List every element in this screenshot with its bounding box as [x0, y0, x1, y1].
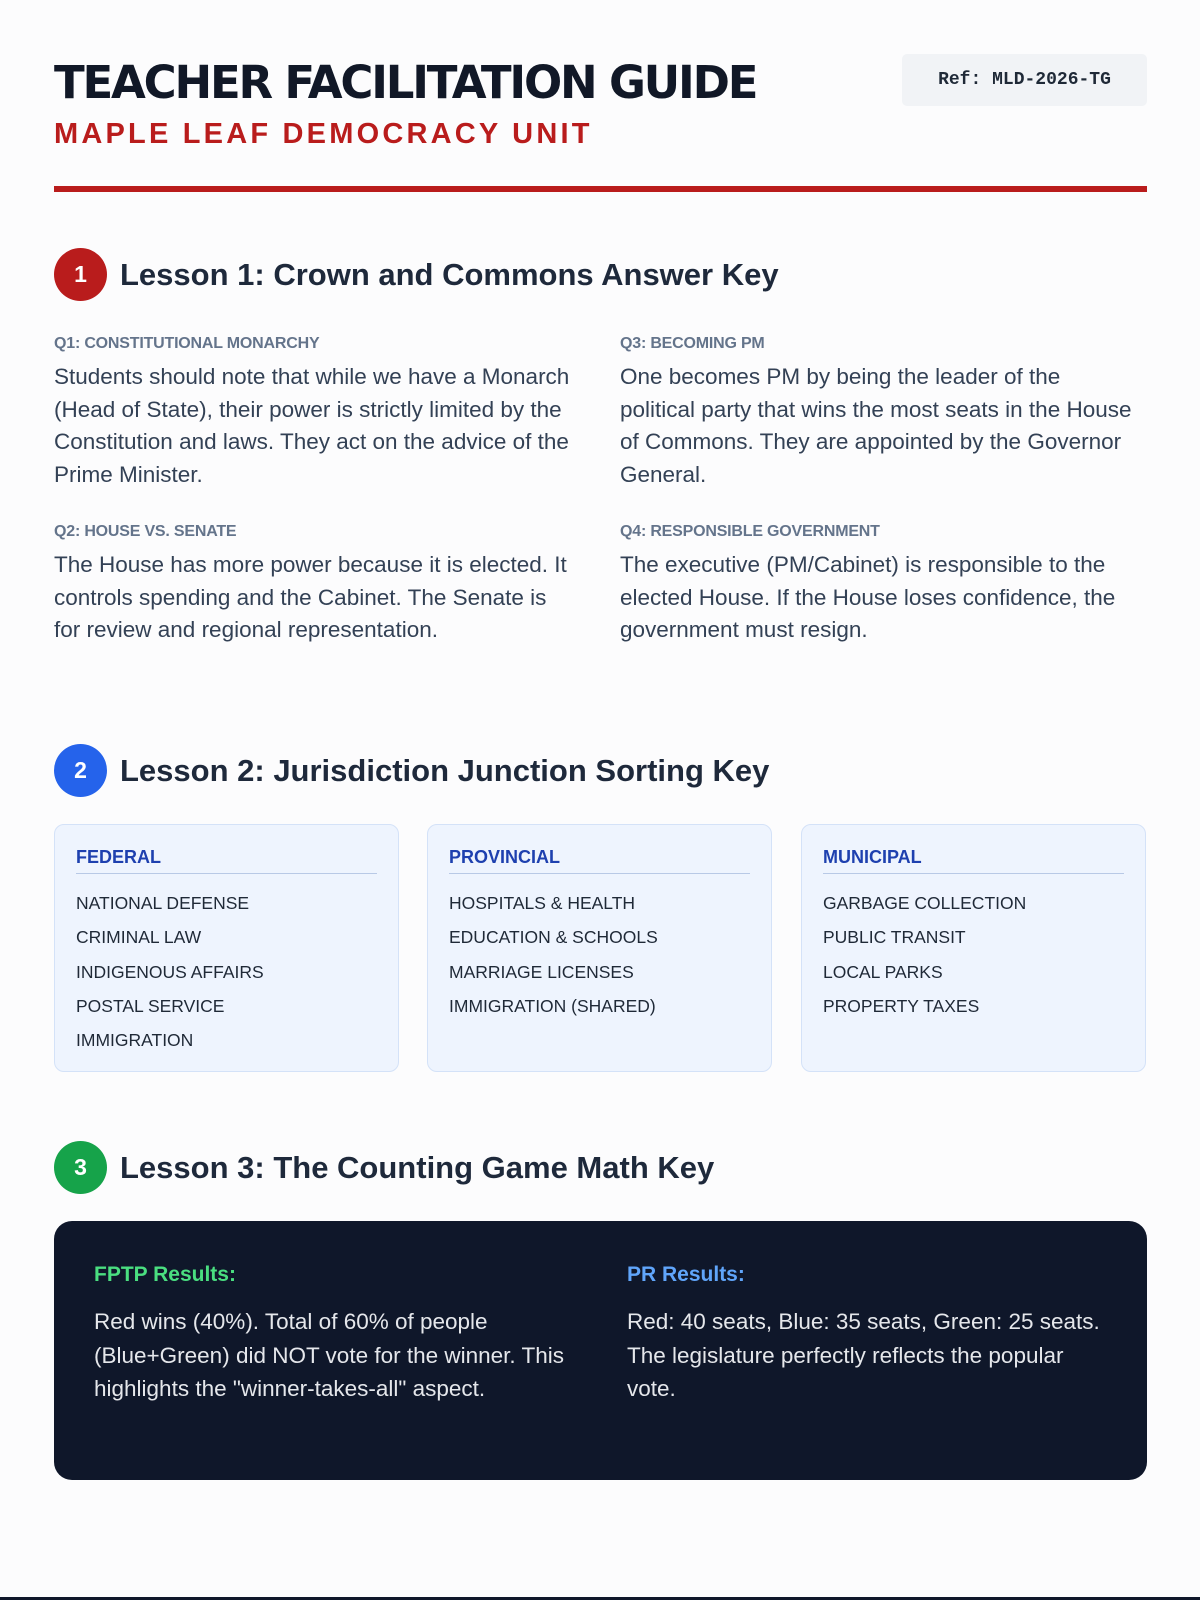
lesson-2-title: Lesson 2: Jurisdiction Junction Sorting Key	[120, 752, 770, 788]
fptp-text: Red wins (40%). Total of 60% of people (Blue+Green) did NOT vote for the winner. This highlights the "winner-takes-all" aspect.	[94, 1309, 565, 1401]
list-item: NATIONAL DEFENSE	[76, 893, 250, 913]
jurisdiction-list	[76, 886, 377, 1057]
lesson-3-number-badge: 3	[54, 1141, 107, 1194]
list-item: INDIGENOUS AFFAIRS	[76, 961, 264, 982]
pr-results	[627, 1263, 1102, 1406]
question-label: Q3: BECOMING PM	[620, 335, 765, 352]
lesson-2-number-badge: 2	[54, 744, 107, 797]
jurisdiction-heading: FEDERAL	[76, 847, 377, 874]
list-item: CRIMINAL LAW	[76, 927, 202, 948]
list-item: HOSPITALS & HEALTH	[449, 893, 636, 913]
lesson-2-heading	[54, 744, 769, 797]
question-label: Q2: HOUSE VS. SENATE	[54, 523, 237, 540]
lesson-1-heading	[54, 248, 779, 301]
list-item: EDUCATION & SCHOOLS	[449, 927, 658, 948]
jurisdiction-card-municipal	[801, 824, 1146, 1072]
header-divider	[54, 186, 1147, 192]
pr-heading: PR Results:	[627, 1263, 745, 1286]
lesson-3-title: Lesson 3: The Counting Game Math Key	[120, 1149, 715, 1185]
answer-text: Students should note that while we have a Monarch (Head of State), their power is strictly limited by the Constitution and laws. They act on the advice of the Prime Minister.	[54, 364, 570, 487]
jurisdiction-heading: PROVINCIAL	[449, 847, 750, 874]
lesson-1-number-badge: 1	[54, 248, 107, 301]
answer-q1	[54, 335, 574, 491]
list-item: IMMIGRATION (SHARED)	[449, 995, 656, 1016]
answer-text: One becomes PM by being the leader of the political party that wins the most seats in the House of Commons. They are appointed by the Governor General.	[620, 364, 1132, 487]
facilitation-guide-page	[54, 0, 1147, 1401]
list-item: GARBAGE COLLECTION	[823, 893, 1027, 913]
list-item: POSTAL SERVICE	[76, 995, 225, 1016]
answer-q3	[620, 335, 1140, 491]
list-item: MARRIAGE LICENSES	[449, 961, 634, 982]
jurisdiction-list	[449, 886, 750, 1023]
fptp-heading: FPTP Results:	[94, 1263, 236, 1286]
question-label: Q4: RESPONSIBLE GOVERNMENT	[620, 523, 880, 540]
jurisdiction-list	[823, 886, 1124, 1023]
answer-q2	[54, 523, 574, 647]
reference-badge: Ref: MLD-2026-TG	[902, 54, 1147, 106]
pr-text: Red: 40 seats, Blue: 35 seats, Green: 25 seats. The legislature perfectly reflects the popular vote.	[627, 1309, 1100, 1401]
list-item: PROPERTY TAXES	[823, 995, 980, 1016]
question-label: Q1: CONSTITUTIONAL MONARCHY	[54, 335, 320, 352]
list-item: PUBLIC TRANSIT	[823, 927, 966, 948]
jurisdiction-card-federal	[54, 824, 399, 1072]
list-item: IMMIGRATION	[76, 1030, 194, 1051]
fptp-results	[94, 1263, 569, 1406]
math-key-panel	[54, 1221, 1147, 1480]
answer-q4	[620, 523, 1140, 647]
document-title: TEACHER FACILITATION GUIDE	[54, 56, 757, 109]
jurisdiction-heading: MUNICIPAL	[823, 847, 1124, 874]
answer-text: The House has more power because it is elected. It controls spending and the Cabinet. The Senate is for review and regional representation.	[54, 552, 567, 642]
answer-text: The executive (PM/Cabinet) is responsible to the elected House. If the House loses confidence, the government must resign.	[620, 552, 1116, 642]
list-item: LOCAL PARKS	[823, 961, 943, 982]
jurisdiction-card-provincial	[427, 824, 772, 1072]
guide-header	[54, 0, 1147, 194]
document-subtitle: MAPLE LEAF DEMOCRACY UNIT	[54, 118, 593, 150]
lesson-3-heading	[54, 1141, 714, 1194]
lesson-1-title: Lesson 1: Crown and Commons Answer Key	[120, 256, 779, 292]
